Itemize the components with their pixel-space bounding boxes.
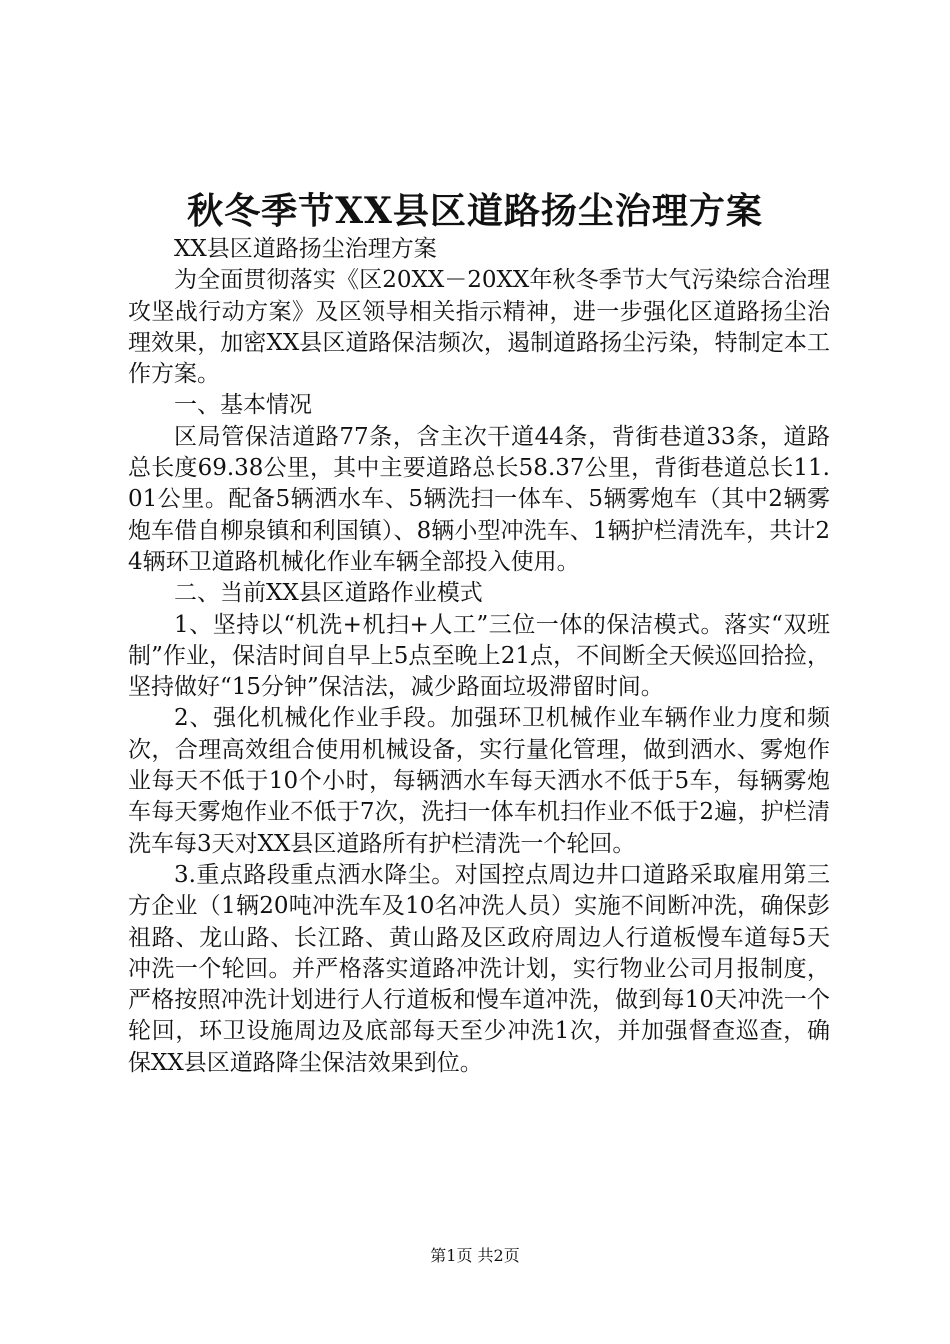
paragraph-item-2: 2、强化机械化作业手段。加强环卫机械作业车辆作业力度和频次，合理高效组合使用机械设备，实行量化管理，做到洒水、雾炮作业每天不低于10个小时，每辆洒水车每天洒水不低于5车，每辆雾炮车每天雾炮作业不低于7次，洗扫一体车机扫作业不低于2遍，护栏清洗车每3天对XX县区道路所有护栏清洗一个轮回。 [128,705,830,857]
paragraph-basic-situation: 区局管保洁道路77条，含主次干道44条，背街巷道33条，道路总长度69.38公里，其中主要道路总长58.37公里，背街巷道总长11.01公里。配备5辆洒水车、5辆洗扫一体车、5辆雾炮车（其中2辆雾炮车借自柳泉镇和利国镇）、8辆小型冲洗车、1辆护栏清洗车，共计24辆环卫道路机械化作业车辆全部投入使用。 [128,423,830,575]
document-title: 秋冬季节XX县区道路扬尘治理方案 [187,190,763,232]
section-heading-basic-situation: 一、基本情况 [174,392,312,419]
section-heading-current-mode: 二、当前XX县区道路作业模式 [174,580,483,607]
document-body [128,234,830,1079]
paragraph-intro: 为全面贯彻落实《区20XX－20XX年秋冬季节大气污染综合治理攻坚战行动方案》及区领导相关指示精神，进一步强化区道路扬尘治理效果，加密XX县区道路保洁频次，遏制道路扬尘污染，特制定本工作方案。 [128,267,830,388]
paragraph-item-1: 1、坚持以“机洗+机扫+人工”三位一体的保洁模式。落实“双班制”作业，保洁时间自早上5点至晚上21点，不间断全天候巡回拾捡，坚持做好“15分钟”保洁法，减少路面垃圾滞留时间。 [128,611,830,701]
paragraph-item-3: 3.重点路段重点洒水降尘。对国控点周边井口道路采取雇用第三方企业（1辆20吨冲洗车及10名冲洗人员）实施不间断冲洗，确保彭祖路、龙山路、长江路、黄山路及区政府周边人行道板慢车道每5天冲洗一个轮回。并严格落实道路冲洗计划，实行物业公司月报制度，严格按照冲洗计划进行人行道板和慢车道冲洗，做到每10天冲洗一个轮回，环卫设施周边及底部每天至少冲洗1次，并加强督查巡查，确保XX县区道路降尘保洁效果到位。 [128,861,830,1076]
page-footer: 第1页 共2页 [430,1246,520,1265]
paragraph-subtitle: XX县区道路扬尘治理方案 [174,236,437,262]
